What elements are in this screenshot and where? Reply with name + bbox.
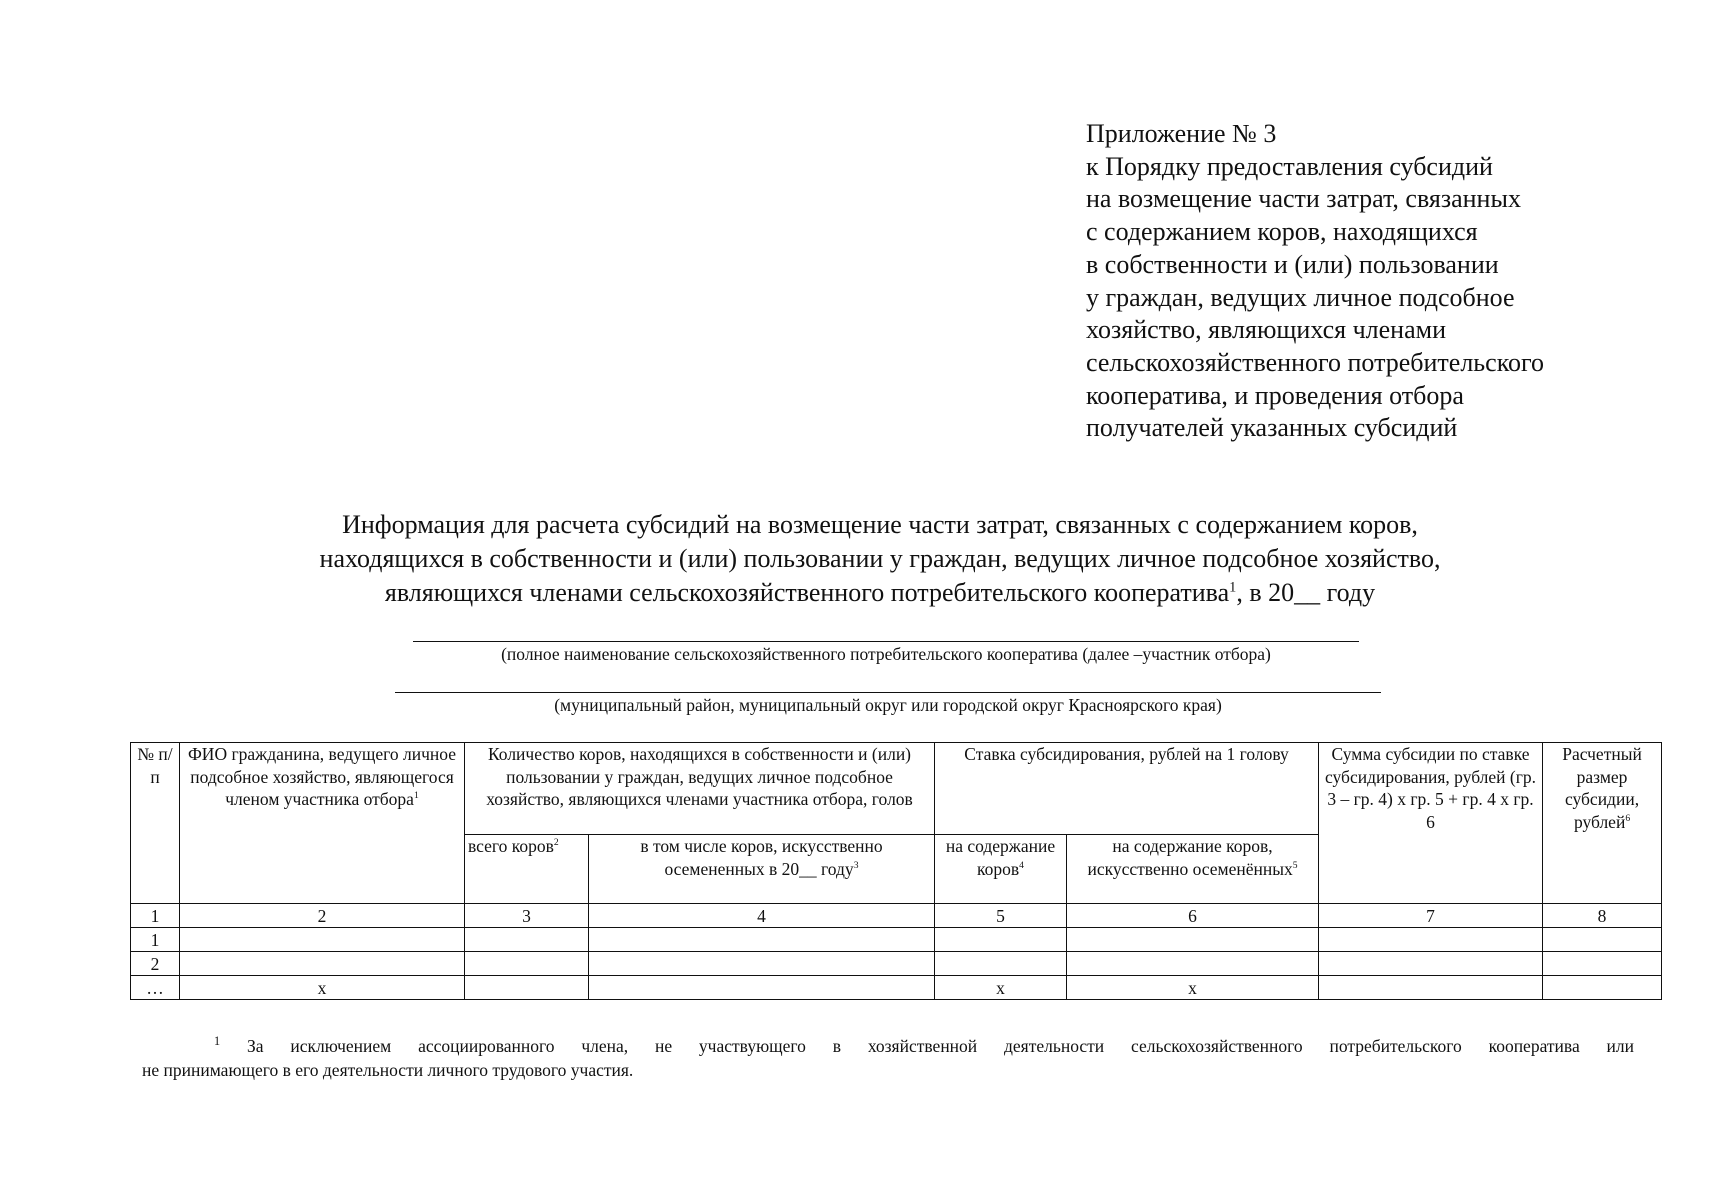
column-number: 2 (180, 904, 465, 928)
header-fio-text: ФИО гражданина, ведущего личное подсобное хозяйство, являющегося членом участника отбора (187, 744, 456, 810)
appendix-line: у граждан, ведущих личное подсобное (1086, 282, 1515, 312)
table-row (131, 976, 1662, 1000)
cooperative-name-line (413, 641, 1359, 642)
row-number: … (131, 976, 180, 1000)
footnote-text: За исключением ассоциированного члена, не участвующего в хозяйственной деятельности сельскохозяйственного потребительского кооператива или (246, 1036, 1634, 1056)
column-number: 7 (1319, 904, 1543, 928)
footnote-ref: 2 (553, 837, 559, 849)
appendix-line: сельскохозяйственного потребительского (1086, 347, 1545, 377)
table-cell: х (180, 976, 465, 1000)
appendix-line: Приложение № 3 (1086, 119, 1277, 148)
appendix-line: в собственности и (или) пользовании (1086, 249, 1499, 279)
header-inseminated-text: в том числе коров, искусственно осемененных в 20__ году (640, 836, 883, 879)
title-line-text: являющихся членами сельскохозяйственного потребительского кооператива (384, 578, 1230, 607)
appendix-header (1086, 118, 1646, 445)
header-rate-keep-text: на содержание коров (945, 836, 1056, 879)
table-cell (589, 928, 935, 952)
table-cell (1319, 952, 1543, 976)
header-inseminated (589, 835, 935, 904)
district-line (395, 692, 1381, 693)
appendix-line: кооператива, и проведения отбора (1086, 380, 1464, 410)
appendix-line: хозяйство, являющихся членами (1086, 315, 1447, 345)
column-number: 1 (131, 904, 180, 928)
footnote-ref: 1 (413, 790, 419, 802)
footnote-ref: 6 (1625, 812, 1631, 824)
footnote-ref: 4 (1019, 859, 1024, 871)
table-cell (465, 928, 589, 952)
title-line-text: , в 20__ году (1236, 578, 1376, 607)
appendix-line: к Порядку предоставления субсидий (1086, 151, 1493, 181)
header-sum: Сумма субсидии по ставке субсидирования, рублей (гр. 3 – гр. 4) х гр. 5 + гр. 4 х гр. 6 (1319, 743, 1543, 904)
table-cell (465, 976, 589, 1000)
calculation-table (130, 742, 1662, 1000)
title-line (180, 576, 1580, 610)
table-cell (589, 952, 935, 976)
footnote (142, 1034, 1634, 1082)
header-num: № п/п (131, 743, 180, 904)
table-row (131, 952, 1662, 976)
header-all-cows (465, 835, 589, 904)
footnote-line: не принимающего в его деятельности личного трудового участия. (142, 1060, 634, 1080)
table-cell (1067, 952, 1319, 976)
header-all-cows-text: всего коров (468, 836, 554, 856)
header-rate-inseminated (1067, 835, 1319, 904)
table-cell (1319, 928, 1543, 952)
footnote-line (142, 1034, 1634, 1058)
footnote-ref: 3 (853, 859, 859, 871)
header-cow-count: Количество коров, находящихся в собственности и (или) пользовании у граждан, ведущих личное подсобное хозяйство, являющихся членами участника отбора, голов (465, 743, 935, 835)
footnote-ref: 5 (1292, 859, 1298, 871)
district-caption: (муниципальный район, муниципальный округ или городской округ Красноярского края) (554, 695, 1222, 715)
row-number: 1 (131, 928, 180, 952)
table-cell (1543, 976, 1662, 1000)
appendix-line: на возмещение части затрат, связанных (1086, 184, 1521, 214)
table-cell (589, 976, 935, 1000)
table-cell (1319, 976, 1543, 1000)
column-number: 4 (589, 904, 935, 928)
table-cell (935, 952, 1067, 976)
header-calc (1543, 743, 1662, 904)
table-cell (1543, 928, 1662, 952)
footnote-marker: 1 (214, 1034, 221, 1049)
column-number: 3 (465, 904, 589, 928)
table-cell: х (1067, 976, 1319, 1000)
title-line: находящихся в собственности и (или) пользовании у граждан, ведущих личное подсобное хозяйство, (319, 544, 1441, 573)
row-number: 2 (131, 952, 180, 976)
column-number: 6 (1067, 904, 1319, 928)
header-rate-keep (935, 835, 1067, 904)
title-line: Информация для расчета субсидий на возмещение части затрат, связанных с содержанием коров, (342, 510, 1418, 539)
table-cell (180, 952, 465, 976)
table-cell (465, 952, 589, 976)
table-cell (180, 928, 465, 952)
cooperative-name-caption: (полное наименование сельскохозяйственного потребительского кооператива (далее –участник отбора) (501, 644, 1271, 664)
column-number: 5 (935, 904, 1067, 928)
header-rate: Ставка субсидирования, рублей на 1 голову (935, 743, 1319, 835)
column-number-row (131, 904, 1662, 928)
header-calc-text: Расчетный размер субсидии, рублей (1562, 744, 1642, 832)
column-number: 8 (1543, 904, 1662, 928)
header-rate-inseminated-text: на содержание коров, искусственно осеменённых (1087, 836, 1293, 879)
table-cell: х (935, 976, 1067, 1000)
document-title (180, 508, 1580, 610)
table-row (131, 928, 1662, 952)
appendix-line: получателей указанных субсидий (1086, 413, 1458, 443)
header-fio (180, 743, 465, 904)
footnote-ref: 1 (1229, 579, 1237, 596)
appendix-line: с содержанием коров, находящихся (1086, 217, 1478, 247)
table-cell (1067, 928, 1319, 952)
table-cell (935, 928, 1067, 952)
table-cell (1543, 952, 1662, 976)
